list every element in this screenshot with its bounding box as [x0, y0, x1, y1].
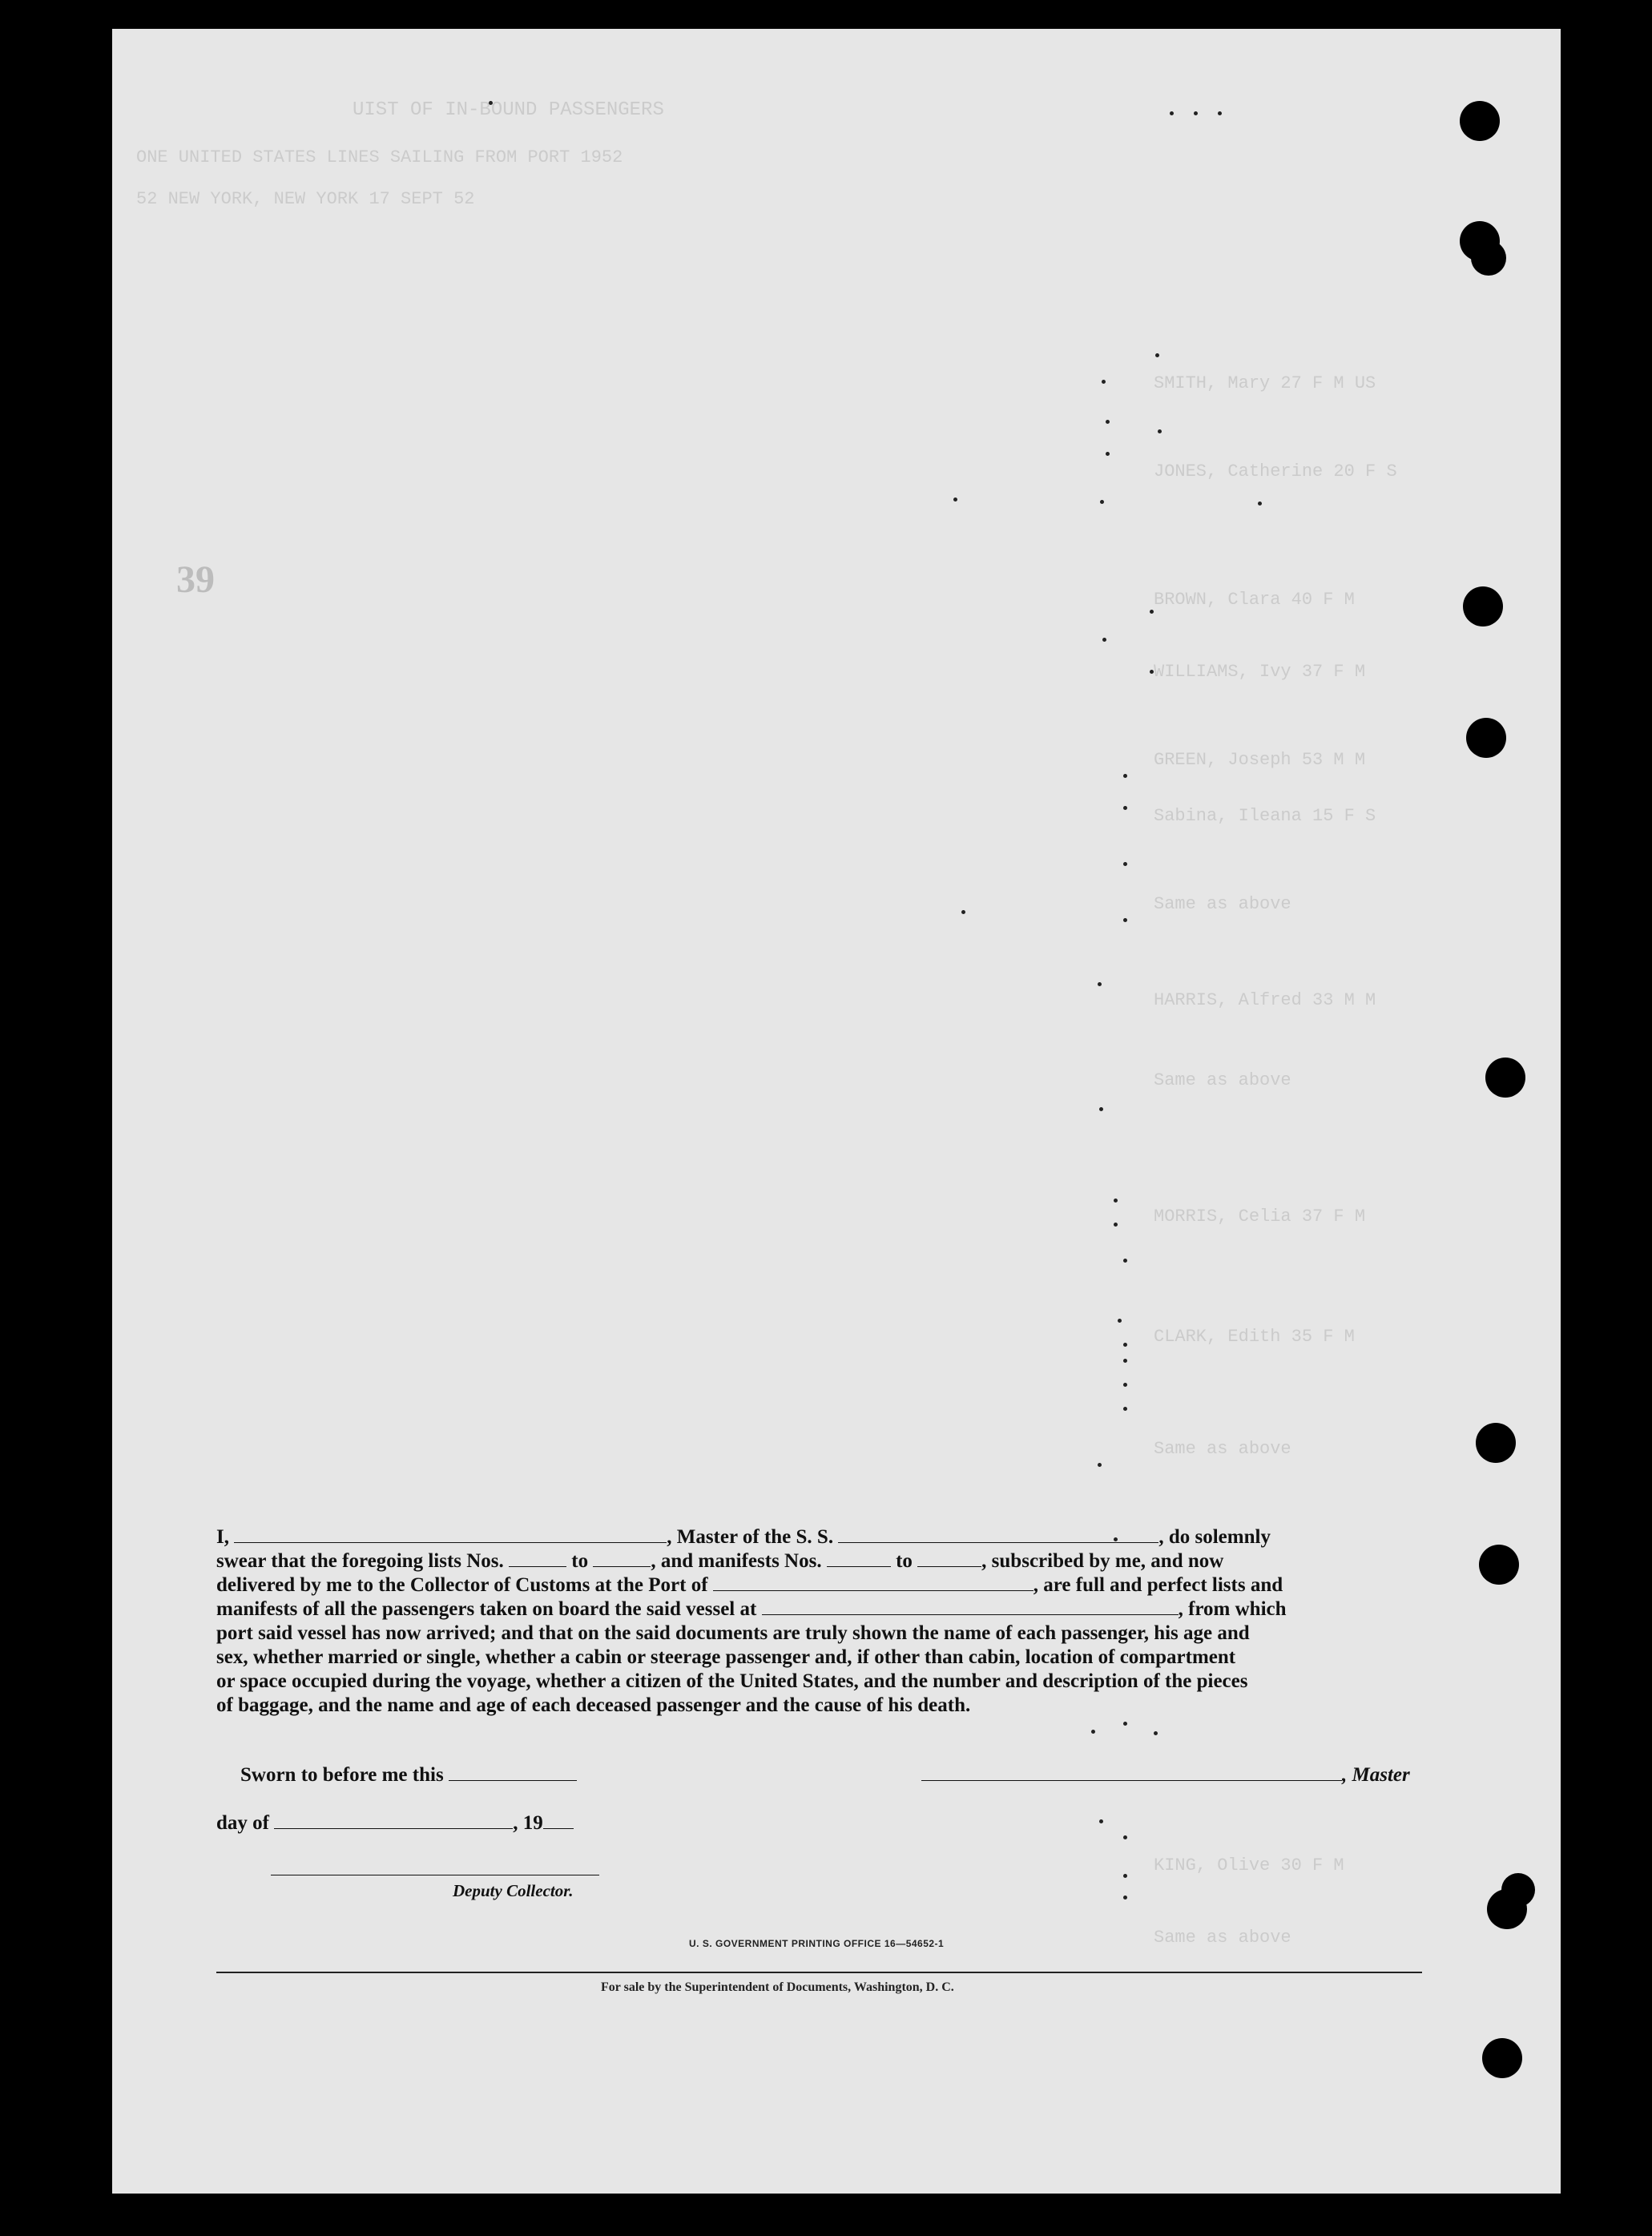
deputy-collector-label: Deputy Collector.: [453, 1881, 574, 1900]
punch-hole: [1482, 2038, 1522, 2078]
punch-hole: [1463, 586, 1503, 626]
bleed-through-texture: UIST OF IN-BOUND PASSENGERS ONE UNITED STATES LINES SAILING FROM PORT 1952 52 NEW YORK, NEW YORK 17 SEPT 52 SMITH, Mary 27 F M US JONES, Catherine 20 F S BROWN, Clara 40 F M WILLIAMS, Ivy 37 F M GREEN, Joseph 53 M M Sabina, Ileana 15 F S Same as above HARRIS, Alfred 33 M M Same as above MORRIS, Celia 37 F M CLARK, Edith 35 F M Same as above KING, Olive 30 F M Same as above 39: [136, 99, 1397, 1948]
lists-to-field[interactable]: [593, 1550, 651, 1567]
punch-hole: [1476, 1423, 1516, 1463]
punch-hole: [1501, 1873, 1535, 1907]
oath-line-1: I, , Master of the S. S. , do solemnly: [216, 1526, 1271, 1548]
day-of-line: day of , 19: [216, 1812, 574, 1835]
punch-hole: [1460, 101, 1500, 141]
master-signature: , Master: [921, 1764, 1410, 1787]
sworn-statement: Sworn to before me this: [240, 1764, 577, 1787]
punch-hole: [1479, 1545, 1519, 1585]
master-name-field[interactable]: [234, 1526, 667, 1543]
oath-line-6: sex, whether married or single, whether a cabin or steerage passenger and, if other than cabin, location of compartment: [216, 1646, 1236, 1668]
sale-notice: For sale by the Superintendent of Documents, Washington, D. C.: [601, 1980, 954, 1994]
footer-rule: [216, 1972, 1422, 1973]
oath-line-2: swear that the foregoing lists Nos. to , and manifests Nos. to , subscribed by me, and now: [216, 1550, 1224, 1572]
punch-hole: [1485, 1058, 1525, 1098]
manifests-from-field[interactable]: [827, 1550, 891, 1567]
lists-from-field[interactable]: [509, 1550, 566, 1567]
manifests-to-field[interactable]: [917, 1550, 981, 1567]
punch-hole: [1466, 718, 1506, 758]
printing-office-imprint: U. S. GOVERNMENT PRINTING OFFICE 16—54652-1: [689, 1938, 945, 1949]
master-signature-field[interactable]: [921, 1764, 1342, 1781]
oath-line-7: or space occupied during the voyage, whether a citizen of the United States, and the number and description of the pieces: [216, 1670, 1248, 1692]
sworn-date-field[interactable]: [449, 1764, 577, 1781]
year-field[interactable]: [543, 1812, 574, 1829]
day-of-field[interactable]: [274, 1812, 513, 1829]
oath-line-8: of baggage, and the name and age of each deceased passenger and the cause of his death.: [216, 1694, 971, 1716]
punch-hole: [1471, 240, 1506, 276]
oath-line-5: port said vessel has now arrived; and that on the said documents are truly shown the name of each passenger, his age and: [216, 1622, 1250, 1644]
oath-line-4: manifests of all the passengers taken on board the said vessel at , from which: [216, 1598, 1287, 1620]
ship-name-field[interactable]: [838, 1526, 1158, 1543]
oath-paragraph: [216, 1525, 1538, 1718]
oath-line-3: delivered by me to the Collector of Customs at the Port of , are full and perfect lists and: [216, 1574, 1283, 1596]
port-of-departure-field[interactable]: [762, 1598, 1179, 1615]
document-page: [112, 29, 1561, 2194]
port-of-arrival-field[interactable]: [713, 1574, 1034, 1591]
